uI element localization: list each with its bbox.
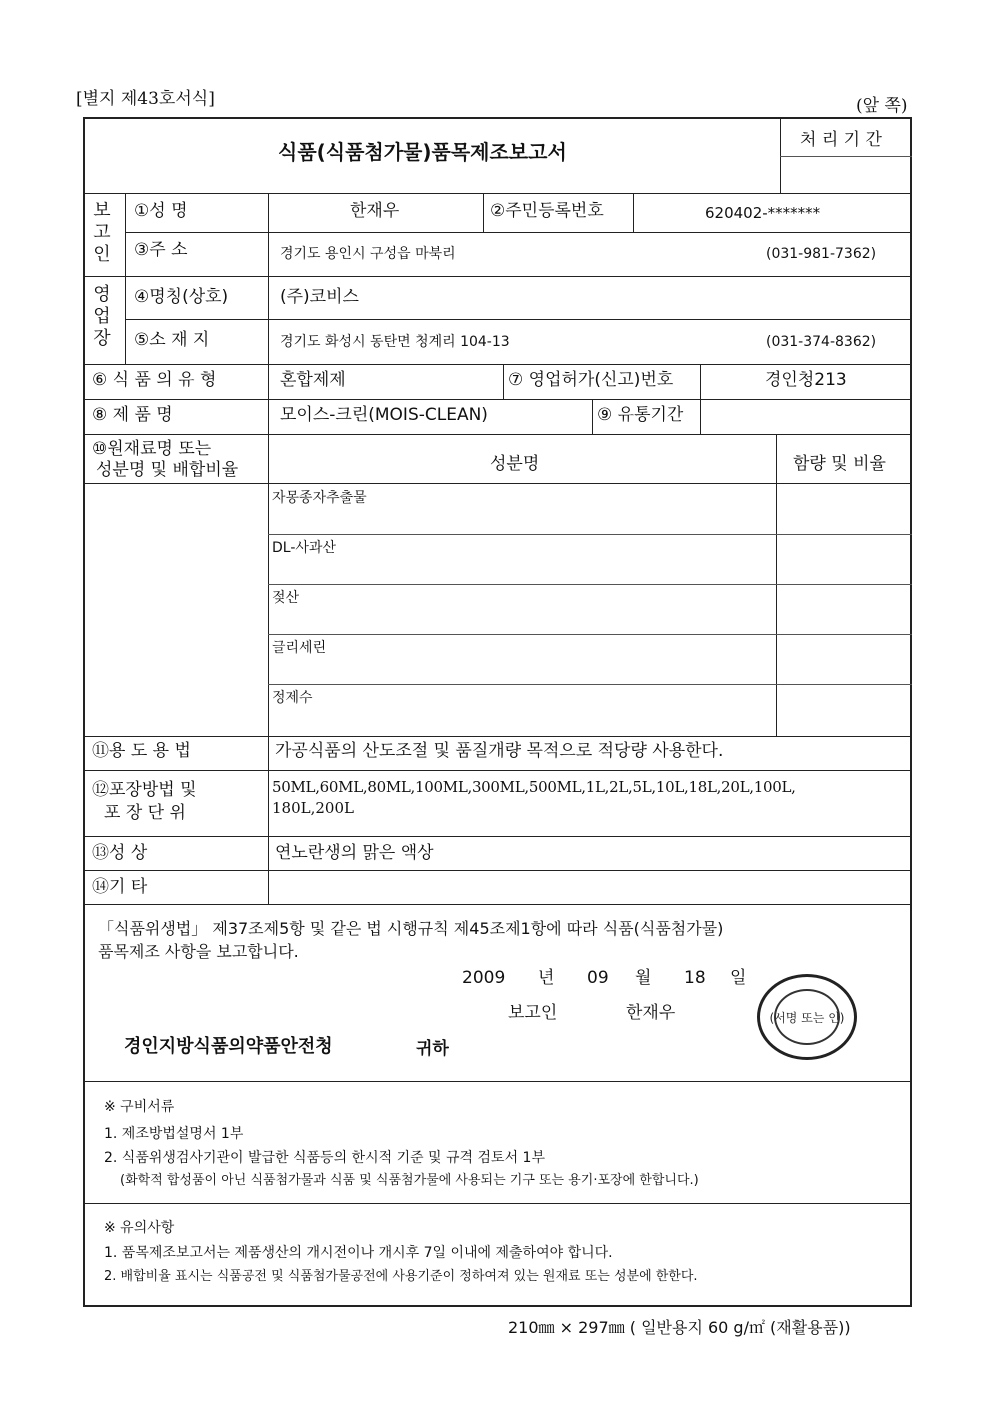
declaration-line1: 「식품위생법」 제37조제5항 및 같은 법 시행규칙 제45조제1항에 따라 식품(식품첨가물) <box>98 919 724 938</box>
notes-title: ※ 유의사항 <box>104 1220 175 1236</box>
usage-label: ⑪용 도 용 법 <box>92 741 191 761</box>
paper-spec: 210㎜ × 297㎜ ( 일반용지 60 g/㎡ (재활용품)) <box>508 1318 851 1337</box>
date-month-unit: 월 <box>635 968 652 988</box>
ingredients-label-line1: ⑩원재료명 또는 <box>92 439 212 459</box>
recipient-suffix: 귀하 <box>416 1039 449 1059</box>
date-year-unit: 년 <box>538 968 555 988</box>
declaration-line2: 품목제조 사항을 보고합니다. <box>98 942 299 961</box>
ingredient-ratio-header: 함량 및 비율 <box>793 454 886 474</box>
documents-item-3: (화학적 합성품이 아닌 식품첨가물과 식품 및 식품첨가물에 사용되는 기구 또는 용기·포장에 한합니다.) <box>120 1173 699 1188</box>
business-phone: (031-374-8362) <box>766 334 877 350</box>
date-day: 18 <box>684 968 706 988</box>
business-section-label: 영 업 장 <box>93 284 111 349</box>
product-name-value: 모이스-크린(MOIS-CLEAN) <box>280 405 488 425</box>
address-label: ③주 소 <box>134 240 188 260</box>
license-label: ⑦ 영업허가(신고)번호 <box>508 370 674 390</box>
reporter-name: 한재우 <box>350 201 400 221</box>
business-location: 경기도 화성시 동탄면 청계리 104-13 <box>280 334 510 350</box>
reporter-sign-name: 한재우 <box>626 1003 676 1023</box>
ingredients-label-line2: 성분명 및 배합비율 <box>96 460 239 480</box>
usage-value: 가공식품의 산도조절 및 품질개량 목적으로 적당량 사용한다. <box>275 741 724 761</box>
packaging-label-line2: 포 장 단 위 <box>104 803 186 823</box>
ingredient-item-3: 젖산 <box>272 590 300 606</box>
location-label: ⑤소 재 지 <box>134 330 210 350</box>
notes-item-1: 1. 품목제조보고서는 제품생산의 개시전이나 개시후 7일 이내에 제출하여야 합니다. <box>104 1245 613 1261</box>
documents-item-1: 1. 제조방법설명서 1부 <box>104 1126 244 1142</box>
date-year: 2009 <box>462 968 506 988</box>
reporter-sign-label: 보고인 <box>508 1003 558 1023</box>
resident-id-label: ②주민등록번호 <box>490 201 604 221</box>
food-type-label: ⑥ 식 품 의 유 형 <box>92 370 217 390</box>
processing-period-label: 처 리 기 간 <box>800 130 882 150</box>
page-side: (앞 쪽) <box>856 96 908 116</box>
ingredient-item-2: DL-사과산 <box>272 540 336 556</box>
packaging-value-line2: 180L,200L <box>272 799 354 817</box>
business-name: (주)코비스 <box>280 287 359 307</box>
license-value: 경인청213 <box>765 370 847 390</box>
seal-sign-label: (서명 또는 인) <box>769 1011 845 1025</box>
product-name-label: ⑧ 제 품 명 <box>92 405 173 425</box>
business-name-label: ④명칭(상호) <box>134 287 229 307</box>
notes-item-2: 2. 배합비율 표시는 식품공전 및 식품첨가물공전에 사용기준이 정하여져 있는 원재료 또는 성분에 한한다. <box>104 1269 698 1284</box>
ingredient-name-header: 성분명 <box>490 454 540 474</box>
ingredient-item-1: 자몽종자추출물 <box>272 490 367 506</box>
reporter-address: 경기도 용인시 구성읍 마북리 <box>280 246 456 262</box>
ingredient-item-5: 정제수 <box>272 690 313 706</box>
resident-id-value: 620402-******* <box>705 204 821 222</box>
date-day-unit: 일 <box>730 968 747 988</box>
reporter-section-label: 보 고 인 <box>93 200 111 265</box>
ingredient-item-4: 글리세린 <box>272 640 327 656</box>
packaging-label-line1: ⑫포장방법 및 <box>92 780 197 800</box>
appearance-value: 연노란생의 맑은 액상 <box>275 843 434 863</box>
appearance-label: ⑬성 상 <box>92 843 148 863</box>
food-type-value: 혼합제제 <box>280 370 346 390</box>
company-seal <box>757 974 857 1060</box>
shelf-life-label: ⑨ 유통기간 <box>597 405 684 425</box>
form-title: 식품(식품첨가물)품목제조보고서 <box>278 140 567 164</box>
documents-item-2: 2. 식품위생검사기관이 발급한 식품등의 한시적 기준 및 규격 검토서 1부 <box>104 1150 545 1166</box>
documents-title: ※ 구비서류 <box>104 1099 175 1115</box>
packaging-value-line1: 50ML,60ML,80ML,100ML,300ML,500ML,1L,2L,5L,10L,18L,20L,100L, <box>272 778 796 796</box>
recipient-agency: 경인지방식품의약품안전청 <box>124 1036 333 1057</box>
other-label: ⑭기 타 <box>92 877 148 897</box>
form-number: [별지 제43호서식] <box>76 89 215 109</box>
name-label: ①성 명 <box>134 201 188 221</box>
date-month: 09 <box>587 968 609 988</box>
reporter-phone: (031-981-7362) <box>766 246 877 262</box>
